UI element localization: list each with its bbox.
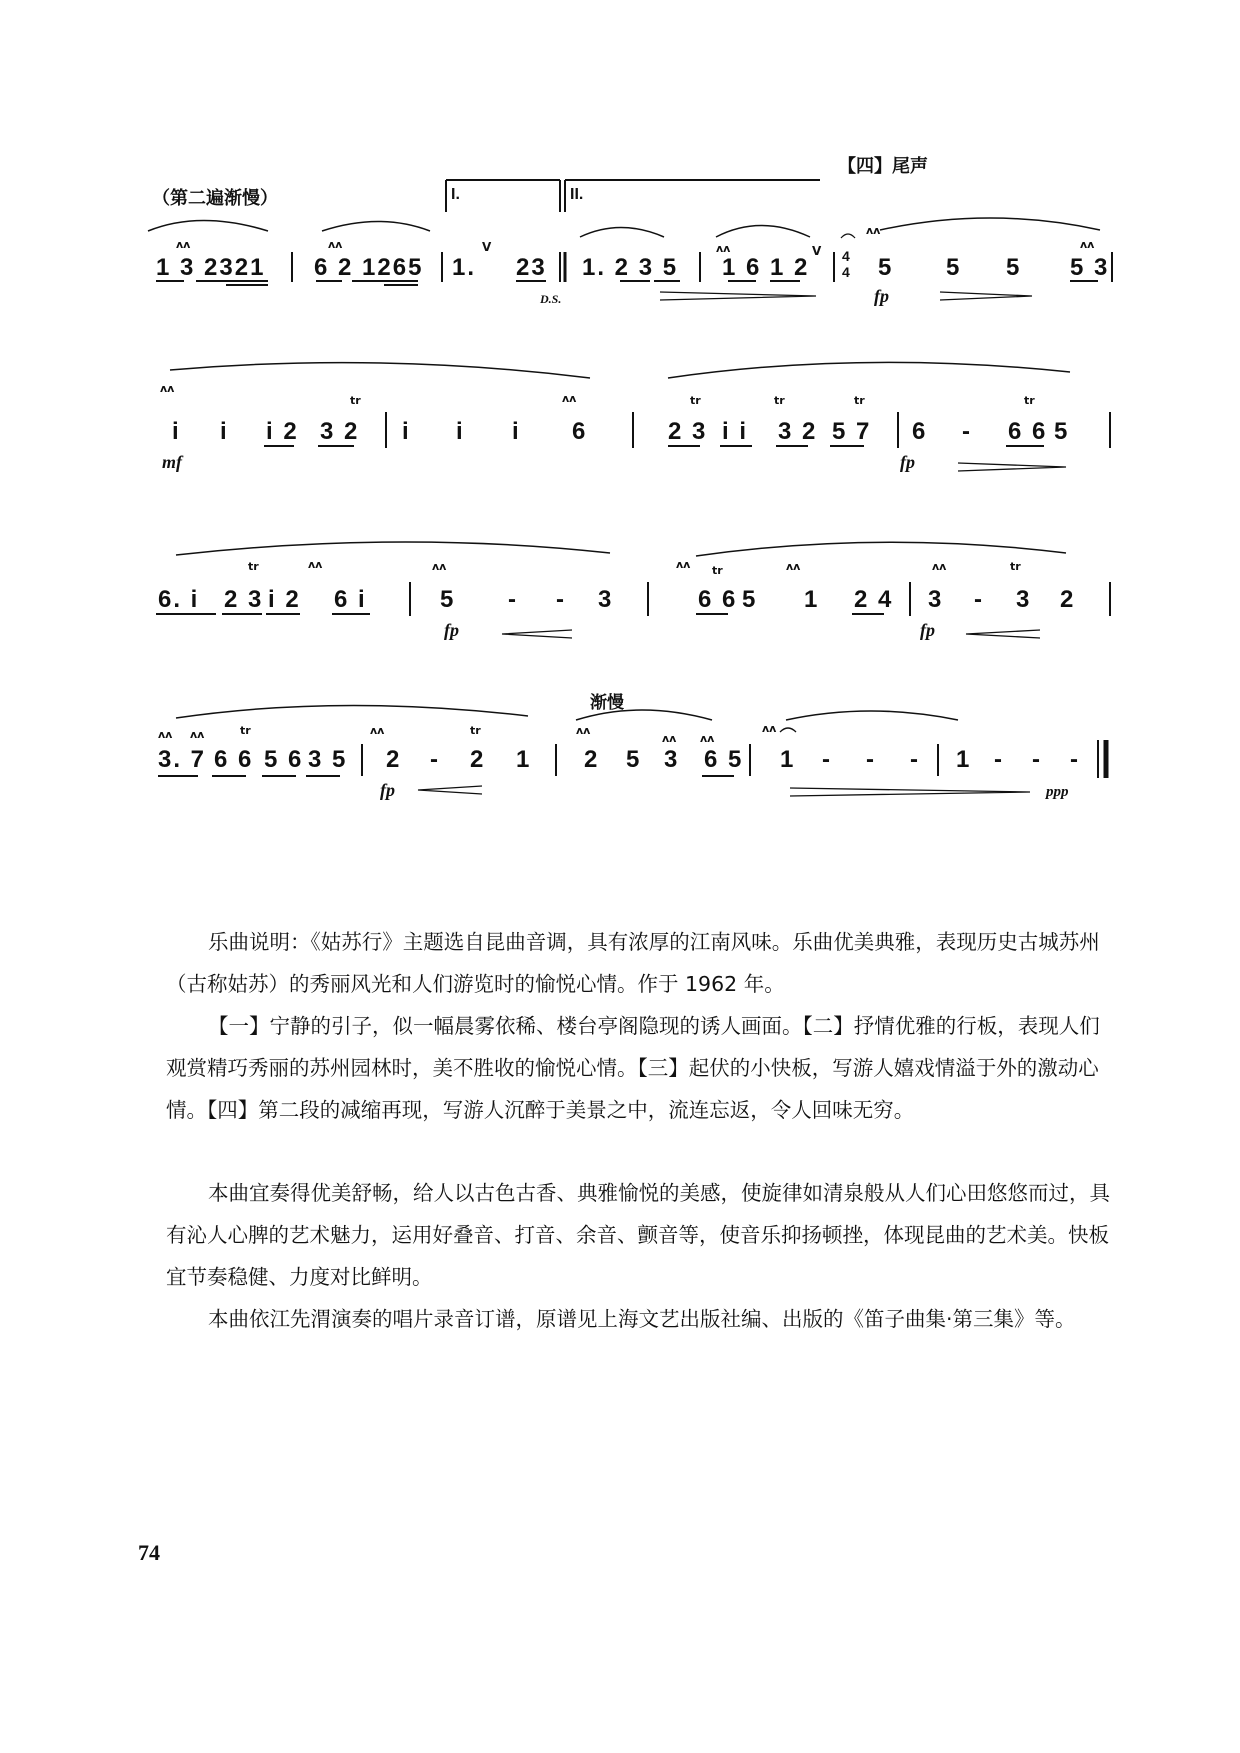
trill-mark: tr [248,560,259,573]
volta-first-label: I. [451,186,460,203]
score-note: i [220,418,229,445]
score-note: 1 [516,746,532,773]
score-note: - [822,746,832,773]
dynamic-ppp: ppp [1046,784,1069,800]
description-paragraph-1: 乐曲说明：《姑苏行》主题选自昆曲音调，具有浓厚的江南风味。乐曲优美典雅，表现历史古城苏州（古称姑苏）的秀丽风光和人们游览时的愉悦心情。作于 1962 年。 [166,930,1100,996]
mordent-mark: ᴧᴧ [328,238,343,251]
tempo-note: （第二遍渐慢） [152,188,278,209]
score-note: 6 6 [698,586,738,613]
score-note: - [1032,746,1042,773]
section-heading: 【四】尾声 [838,156,928,177]
score-note: 3 [928,586,944,613]
trill-mark: tr [712,564,723,577]
score-note: - [994,746,1004,773]
score-note: 2 [470,746,486,773]
description-paragraph-4: 本曲依江先渭演奏的唱片录音订谱，原谱见上海文艺出版社编、出版的《笛子曲集·第三集》等。 [208,1307,1076,1331]
dynamic-fp: fp [380,780,395,800]
score-note: - [508,586,518,613]
dynamic-fp: fp [920,620,935,640]
score-note: 5 6 [264,746,304,773]
trill-mark: tr [1010,560,1021,573]
score-note: 5 [626,746,642,773]
score-note: 5 [1006,254,1022,281]
score-note: 2 [1060,586,1076,613]
score-note: 6 i [334,586,367,613]
score-note: 1 [780,746,796,773]
score-note: i [512,418,521,445]
mordent-mark: ᴧᴧ [576,724,591,737]
trill-mark: tr [350,394,361,407]
score-note: 6 [572,418,588,445]
ds-mark: D.S. [540,292,562,306]
trill-mark: tr [774,394,785,407]
volta-second-label: II. [570,186,584,203]
score-note: i [172,418,181,445]
score-note: 6 6 [214,746,254,773]
score-note: i i [722,418,749,445]
time-signature-bottom: 4 [842,264,850,280]
score-note: 3 [664,746,680,773]
score-note: 5 [946,254,962,281]
score-note: 3 [1016,586,1032,613]
trill-mark: tr [1024,394,1035,407]
mordent-mark: ᴧᴧ [716,242,731,255]
score-note: 6 2 1265 [314,254,424,281]
score-note: 1 [956,746,972,773]
score-note: 3. 7 [158,746,207,773]
mordent-mark: ᴧᴧ [1080,238,1095,251]
mordent-mark: ᴧᴧ [432,560,447,573]
page-number: 74 [138,1540,160,1565]
score-note: 1 [804,586,820,613]
trill-mark: tr [854,394,865,407]
dynamic-mf: mf [162,452,182,472]
score-note: 3 [598,586,614,613]
score-note: 6. i [158,586,200,613]
score-note: 6 6 [1008,418,1048,445]
mordent-mark: ᴧᴧ [700,732,715,745]
score-note: - [430,746,440,773]
mordent-mark: ᴧᴧ [160,382,175,395]
score-note: 1. [452,254,477,281]
trill-mark: tr [240,724,251,737]
score-note: 3 2 [320,418,360,445]
score-note: 2 3 [224,586,264,613]
mordent-mark: ᴧᴧ [676,558,691,571]
tempo-change: 渐慢 [590,693,624,713]
mordent-mark: ᴧᴧ [562,392,577,405]
score-note: 2 4 [854,586,894,613]
mordent-mark: ᴧᴧ [866,224,881,237]
mordent-mark: ᴧᴧ [762,722,777,735]
score-note: 5 [878,254,894,281]
score-note: 5 3 [1070,254,1110,281]
score-note: 3 2 [778,418,818,445]
score-note: 5 [742,586,758,613]
dynamic-fp: fp [444,620,459,640]
mordent-mark: ᴧᴧ [932,560,947,573]
mordent-mark: ᴧᴧ [158,728,173,741]
score-note: i 2 [266,418,299,445]
score-note: 6 5 [704,746,744,773]
score-note: 5 [440,586,456,613]
score-note: 2 3 [668,418,708,445]
time-signature-top: 4 [842,248,850,264]
description-paragraph-2: 【一】宁静的引子，似一幅晨雾依稀、楼台亭阁隐现的诱人画面。【二】抒情优雅的行板，表现人们观赏精巧秀丽的苏州园林时，美不胜收的愉悦心情。【三】起伏的小快板，写游人嬉戏情溢于外的激动心情。【四】第二段的减缩再现，写游人沉醉于美景之中，流连忘返，令人回味无穷。 [166,1014,1100,1122]
score-note: - [866,746,876,773]
score-note: 1 3 2321 [156,254,266,281]
trill-mark: tr [470,724,481,737]
breath-mark: ᐯ [812,244,822,258]
score-note: i [456,418,465,445]
score-note: 1. 2 3 5 [582,254,679,281]
mordent-mark: ᴧᴧ [176,238,191,251]
mordent-mark: ᴧᴧ [190,728,205,741]
mordent-mark: ᴧᴧ [370,724,385,737]
score-note: i 2 [268,586,301,613]
score-note: 6 [912,418,928,445]
score-note: 23 [516,254,547,281]
mordent-mark: ᴧᴧ [786,560,801,573]
numbered-score [0,0,1240,850]
score-note: 3 5 [308,746,348,773]
score-note: 5 [1054,418,1070,445]
breath-mark: ᐯ [482,240,492,254]
score-note: - [910,746,920,773]
trill-mark: tr [690,394,701,407]
score-note: - [1070,746,1080,773]
score-note: - [974,586,984,613]
dynamic-fp: fp [874,286,889,306]
dynamic-fp: fp [900,452,915,472]
score-note: 2 [386,746,402,773]
score-note: i [402,418,411,445]
score-note: 1 6 1 2 [722,254,810,281]
score-note: 5 7 [832,418,872,445]
mordent-mark: ᴧᴧ [662,732,677,745]
mordent-mark: ᴧᴧ [308,558,323,571]
score-note: 2 [584,746,600,773]
description-paragraph-3: 本曲宜奏得优美舒畅，给人以古色古香、典雅愉悦的美感，使旋律如清泉般从人们心田悠悠而过，具有沁人心脾的艺术魅力，运用好叠音、打音、余音、颤音等，使音乐抑扬顿挫，体现昆曲的艺术美。快板宜节奏稳健、力度对比鲜明。 [166,1181,1110,1289]
score-note: - [962,418,972,445]
score-note: - [556,586,566,613]
